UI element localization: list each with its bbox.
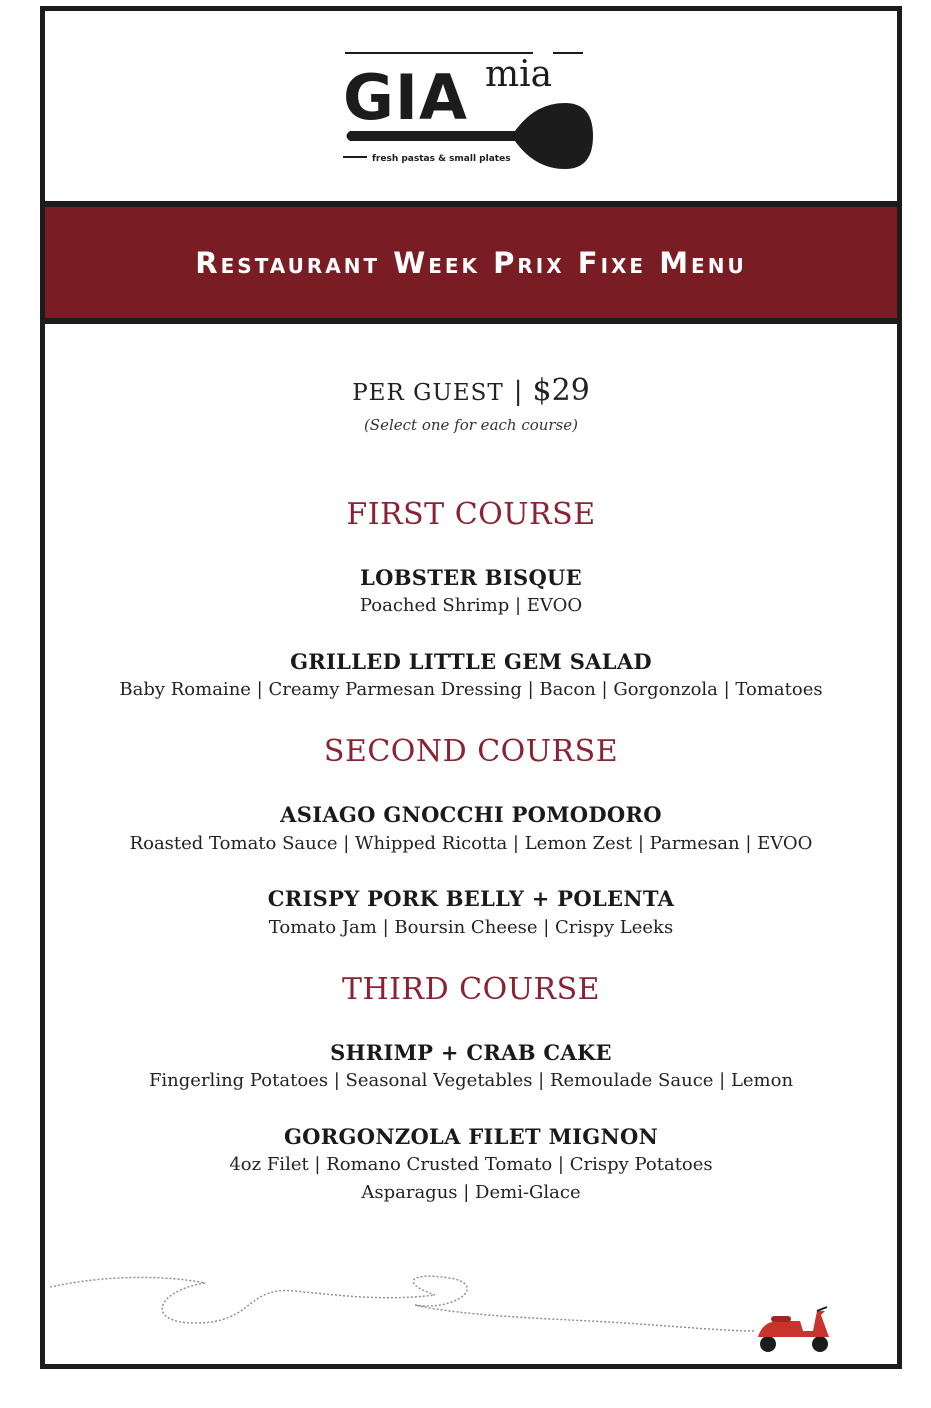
dish-description: Fingerling Potatoes | Seasonal Vegetables | Remoulade Sauce | Lemon (148, 1070, 794, 1091)
dish-description: Roasted Tomato Sauce | Whipped Ricotta | Lemon Zest | Parmesan | EVOO (129, 833, 813, 854)
dish-name: CRISPY PORK BELLY + POLENTA (267, 886, 675, 911)
logo-brand-sub: mia (485, 54, 553, 95)
logo-mark (45, 41, 897, 181)
menu-title: Restaurant Week Prix Fixe Menu (195, 245, 747, 280)
dish-name: GORGONZOLA FILET MIGNON (283, 1124, 659, 1149)
price-line (45, 373, 897, 408)
course-title-third: THIRD COURSE (341, 972, 601, 1007)
dish-description: 4oz Filet | Romano Crusted Tomato | Crispy Potatoes (229, 1154, 713, 1175)
dish-description: Poached Shrimp | EVOO (359, 595, 583, 616)
logo-brand-main: GIA (343, 61, 468, 134)
dish-name: GRILLED LITTLE GEM SALAD (290, 649, 652, 674)
logo-tagline: fresh pastas & small plates (372, 154, 511, 164)
price-amount: $29 (532, 373, 590, 408)
restaurant-logo (45, 41, 897, 181)
trail-line (45, 1261, 897, 1361)
dish-description: Tomato Jam | Boursin Cheese | Crispy Leeks (268, 917, 674, 938)
course-title-first: FIRST COURSE (346, 497, 596, 532)
price-label: PER GUEST (352, 380, 504, 406)
menu-frame (40, 6, 902, 1369)
price-note: (Select one for each course) (363, 416, 579, 434)
dish-description-continued: Asparagus | Demi-Glace (361, 1182, 581, 1203)
course-title-second: SECOND COURSE (323, 734, 619, 769)
dish-description: Baby Romaine | Creamy Parmesan Dressing | Bacon | Gorgonzola | Tomatoes (119, 679, 823, 700)
dish-name: LOBSTER BISQUE (360, 565, 582, 590)
price-separator: | (513, 377, 523, 407)
scooter-icon (758, 1307, 829, 1352)
dish-name: SHRIMP + CRAB CAKE (330, 1040, 612, 1065)
menu-banner (45, 201, 897, 324)
decorative-trail (45, 1261, 897, 1361)
dish-name: ASIAGO GNOCCHI POMODORO (280, 802, 662, 827)
